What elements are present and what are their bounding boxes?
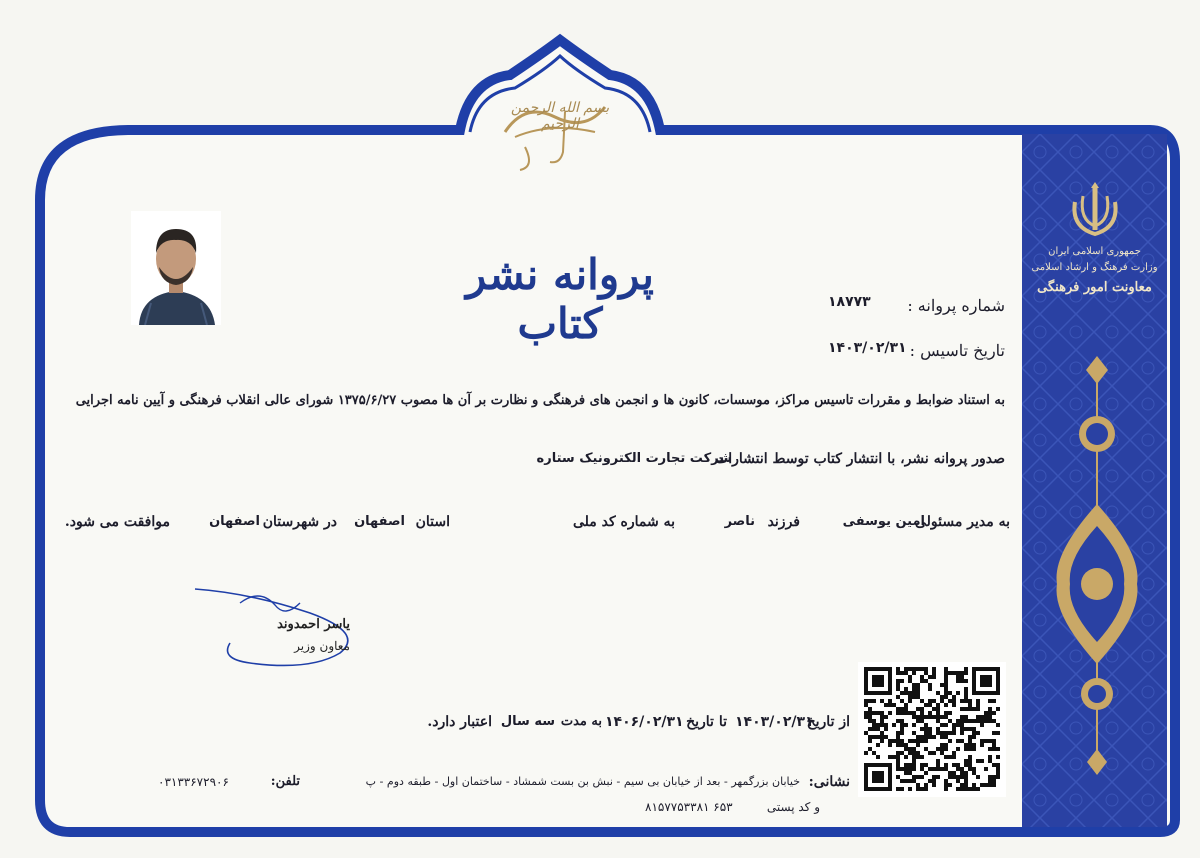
agreement-text: موافقت می شود.: [64, 514, 170, 530]
qr-code-icon: [858, 662, 1006, 797]
validity-from-date: ۱۴۰۳/۰۲/۳۱: [735, 714, 814, 730]
duration-value: سه سال: [500, 714, 555, 729]
validity-from-label: از تاریخ: [806, 714, 850, 730]
validity-suffix: اعتبار دارد.: [427, 714, 492, 730]
founded-date: ۱۴۰۳/۰۲/۳۱: [828, 340, 907, 356]
manager-name: امین یوسفی: [842, 514, 925, 529]
license-number: ۱۸۷۷۳: [828, 294, 871, 310]
father-name: ناصر: [724, 514, 755, 529]
founded-label: تاریخ تاسیس :: [909, 341, 1005, 360]
duration-label: به مدت: [560, 714, 602, 729]
postal-code: ۸۱۵۷۷۵۳۳۸۱ ۶۵۳: [645, 800, 733, 814]
phone-number: ۰۳۱۳۳۶۷۲۹۰۶: [158, 775, 229, 789]
iran-emblem-icon: [1067, 182, 1123, 238]
national-id-label: به شماره کد ملی: [572, 514, 675, 530]
city-name: اصفهان: [209, 514, 260, 529]
emblem-line1: جمهوری اسلامی ایران: [1048, 246, 1141, 257]
emblem-panel: [1022, 134, 1167, 827]
phone-label: تلفن:: [270, 774, 300, 789]
signature: [190, 583, 360, 673]
signer-title: معاون وزیر: [294, 639, 350, 653]
emblem-line3: معاونت امور فرهنگی: [1037, 280, 1152, 295]
manager-label: به مدیر مسئولی: [915, 514, 1010, 530]
license-label: شماره پروانه :: [907, 296, 1005, 315]
validity-to-label: تا تاریخ: [686, 714, 727, 730]
province-name: اصفهان: [354, 514, 405, 529]
body-line-1: به استناد ضوابط و مقررات تاسیس مراکز، موسسات، کانون ها و انجمن های فرهنگی و نظارت بر آن ها مصوب ۱۳۷۵/۶/۲۷ شورای عالی انقلاب فرهنگی و آیین نامه اجرایی: [75, 393, 1005, 408]
person-silhouette-icon: [131, 211, 221, 325]
publisher-name: شرکت تجارت الکترونیک ستاره: [536, 451, 732, 466]
province-label: استان: [415, 514, 450, 530]
emblem-line2: وزارت فرهنگ و ارشاد اسلامی: [1031, 262, 1158, 273]
postal-label: و کد پستی: [766, 800, 820, 814]
qr-code: [858, 662, 1006, 797]
certificate-title: پروانه نشر کتاب: [466, 250, 654, 348]
basmala-calligraphy: [495, 92, 625, 172]
address-text: خیابان بزرگمهر - بعد از خیابان بی سیم - نبش بن بست شمشاد - ساختمان اول - طبقه دوم - پ: [365, 775, 800, 788]
basmala-text: بسم الله الرحمن الرحیم: [510, 100, 610, 132]
city-label: در شهرستان: [262, 514, 337, 530]
body-line-2: صدور پروانه نشر، با انتشار کتاب توسط انتشارات: [715, 451, 1005, 467]
father-label: فرزند: [767, 514, 800, 530]
address-label: نشانی:: [808, 774, 850, 790]
portrait-photo: [131, 211, 221, 325]
validity-to-date: ۱۴۰۶/۰۲/۳۱: [605, 714, 684, 730]
signer-name: یاسر احمدوند: [277, 617, 350, 632]
